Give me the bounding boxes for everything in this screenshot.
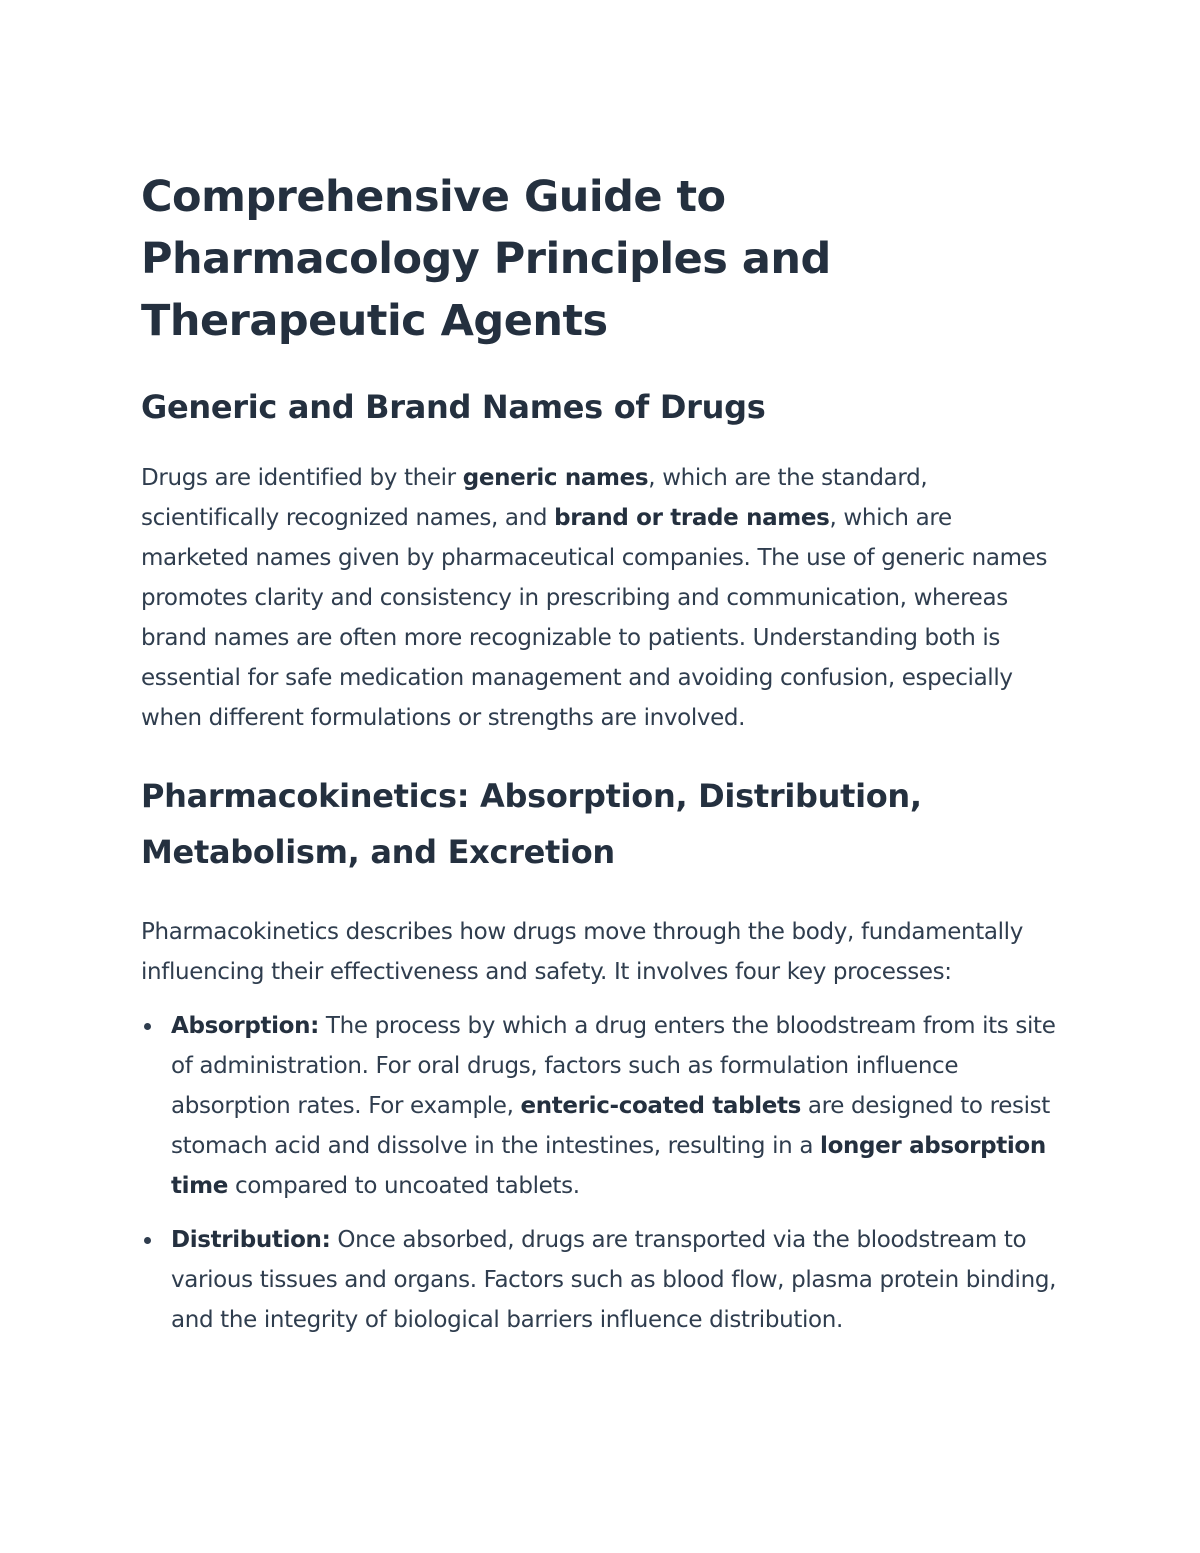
bold-term-longer-absorption: longer absorption time bbox=[171, 1133, 1046, 1199]
paragraph-generic-brand bbox=[141, 458, 1061, 738]
list-item-absorption bbox=[141, 1006, 1061, 1206]
list-item-distribution bbox=[141, 1220, 1061, 1340]
bold-term-generic-names: generic names bbox=[462, 465, 649, 491]
text-run: compared to uncoated tablets. bbox=[228, 1173, 580, 1199]
bold-term-brand-names: brand or trade names bbox=[554, 505, 830, 531]
page-title: Comprehensive Guide to Pharmacology Principles and Therapeutic Agents bbox=[141, 172, 831, 346]
bold-term-enteric-coated: enteric-coated tablets bbox=[520, 1093, 801, 1119]
text-run: The process by which a drug enters the bloodstream from its site of administration. For oral drugs, factors such as formulation influence absorption rates. For example, bbox=[171, 1013, 1056, 1119]
text-run: Drugs are identified by their bbox=[141, 465, 463, 491]
bullet-icon bbox=[144, 1023, 151, 1030]
paragraph-pharmacokinetics-intro: Pharmacokinetics describes how drugs move through the body, fundamentally influencing their effectiveness and safety. It involves four key processes: bbox=[141, 919, 1023, 985]
text-run: Once absorbed, drugs are transported via the bloodstream to various tissues and organs. Factors such as blood flow, plasma protein binding, and the integrity of biological barriers influence distribution. bbox=[171, 1227, 1057, 1333]
bullet-icon bbox=[144, 1237, 151, 1244]
section-heading-pharmacokinetics: Pharmacokinetics: Absorption, Distribution, Metabolism, and Excretion bbox=[141, 777, 922, 871]
list-item-term: Distribution: bbox=[171, 1227, 331, 1253]
text-run: , which are the standard, scientifically recognized names, and bbox=[141, 465, 928, 531]
document-page bbox=[141, 166, 1061, 1354]
pharmacokinetics-list bbox=[141, 1006, 1061, 1340]
list-item-term: Absorption: bbox=[171, 1013, 319, 1039]
text-run: are designed to resist stomach acid and dissolve in the intestines, resulting in a bbox=[171, 1093, 1050, 1159]
section-heading-generic-brand: Generic and Brand Names of Drugs bbox=[141, 388, 766, 426]
text-run: , which are marketed names given by pharmaceutical companies. The use of generic names promotes clarity and consistency in prescribing and communication, whereas brand names are often more recognizable to patients. Understanding both is essential for safe medication management and avoiding confusion, especially when different formulations or strengths are involved. bbox=[141, 505, 1048, 731]
